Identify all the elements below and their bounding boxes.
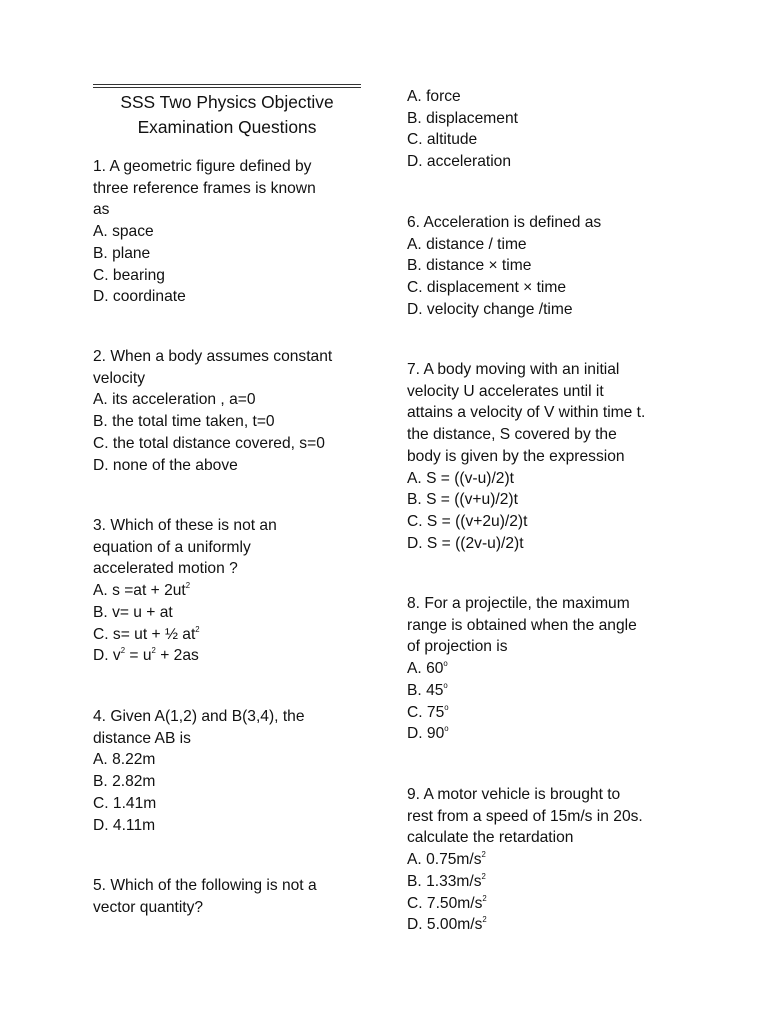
title-double-rule	[93, 84, 361, 88]
answer-option: A. force	[407, 88, 461, 105]
question-stem-line: 5. Which of the following is not a	[93, 877, 317, 894]
document-title	[93, 90, 361, 139]
answer-option: A. its acceleration , a=0	[93, 391, 256, 409]
question-stem-line: 2. When a body assumes constant	[93, 348, 333, 365]
answer-option: A. 8.22m	[93, 751, 156, 769]
question-stem-line: range is obtained when the angle	[407, 616, 637, 634]
answer-option: C. altitude	[407, 131, 478, 149]
question-8	[407, 593, 637, 745]
answer-option: D. $5.00m/s^2$	[407, 915, 487, 934]
question-stem-line: rest from a speed of 15m/s in 20s.	[407, 807, 643, 825]
answer-option: A. distance / time	[407, 235, 527, 253]
answer-option: A. S = ((v-u)/2)t	[407, 469, 515, 487]
question-9	[407, 784, 643, 936]
question-stem-line: as	[93, 201, 110, 219]
answer-option: A. 60$^o$	[407, 659, 448, 678]
question-stem-line: velocity	[93, 369, 145, 387]
answer-option: C. s= ut + ½ $at^2$	[93, 624, 200, 643]
answer-option: C. 1.41m	[93, 794, 157, 812]
question-stem-line: 9. A motor vehicle is brought to	[407, 786, 621, 803]
question-stem-line: body is given by the expression	[407, 447, 625, 465]
question-stem-line: the distance, S covered by the	[407, 426, 617, 444]
title-line-1: SSS Two Physics Objective	[120, 92, 334, 112]
answer-option: B. distance × time	[407, 257, 532, 275]
question-stem-line: 8. For a projectile, the maximum	[407, 595, 630, 612]
question-stem-line: 4. Given A(1,2) and B(3,4), the	[93, 708, 305, 725]
answer-option: C. bearing	[93, 266, 165, 284]
answer-option: C. S = ((v+2u)/2)t	[407, 512, 528, 530]
answer-option: D. acceleration	[407, 153, 512, 171]
question-stem-line: 1. A geometric figure defined by	[93, 158, 312, 175]
question-stem-line: accelerated motion ?	[93, 560, 238, 578]
answer-option: B. the total time taken, t=0	[93, 413, 275, 431]
answer-option: B. S = ((v+u)/2)t	[407, 491, 518, 509]
answer-option: D. S = ((2v-u)/2)t	[407, 534, 524, 552]
answer-option: C. 75$^o$	[407, 702, 449, 721]
title-line-2: Examination Questions	[137, 116, 317, 137]
question-7	[407, 359, 645, 554]
question-stem-line: 6. Acceleration is defined as	[407, 214, 602, 231]
answer-option: D. 4.11m	[93, 816, 156, 834]
question-4	[93, 706, 305, 836]
question-5	[93, 875, 317, 918]
answer-option: A. space	[93, 223, 154, 241]
answer-option: B. displacement	[407, 109, 518, 127]
question-stem-line: three reference frames is known	[93, 179, 316, 197]
question-stem-line: attains a velocity of V within time t.	[407, 404, 646, 422]
answer-option: B. $1.33m/s^2$	[407, 871, 486, 890]
question-stem-line: 7. A body moving with an initial	[407, 361, 620, 378]
question-1	[93, 156, 316, 308]
answer-option: B. 2.82m	[93, 773, 156, 791]
answer-option: C. displacement × time	[407, 279, 567, 297]
question-6	[407, 212, 601, 321]
question-stem-line: calculate the retardation	[407, 829, 574, 847]
answer-option: B. 45$^o$	[407, 680, 448, 699]
answer-option: D. coordinate	[93, 288, 186, 306]
answer-option: D. 90$^o$	[407, 724, 449, 743]
question-stem-line: of projection is	[407, 638, 508, 656]
question-2	[93, 346, 332, 476]
answer-option: A. $s =at + 2ut^2$	[93, 581, 191, 600]
question-3	[93, 515, 277, 667]
answer-option: C. $7.50m/s^2$	[407, 893, 487, 912]
question-5-options	[407, 86, 518, 173]
answer-option: A. $0.75m/s^2$	[407, 850, 486, 869]
answer-option: D. $v^2 = u^2 + 2as$	[93, 646, 199, 665]
answer-option: B. plane	[93, 244, 151, 262]
question-stem-line: distance AB is	[93, 729, 191, 747]
question-stem-line: equation of a uniformly	[93, 538, 251, 556]
answer-option: D. velocity change /time	[407, 300, 573, 318]
answer-option: B. v= u + at	[93, 603, 173, 621]
answer-option: D. none of the above	[93, 456, 238, 474]
question-stem-line: velocity U accelerates until it	[407, 382, 604, 400]
question-stem-line: vector quantity?	[93, 898, 204, 916]
question-stem-line: 3. Which of these is not an	[93, 517, 277, 534]
answer-option: C. the total distance covered, s=0	[93, 434, 325, 452]
